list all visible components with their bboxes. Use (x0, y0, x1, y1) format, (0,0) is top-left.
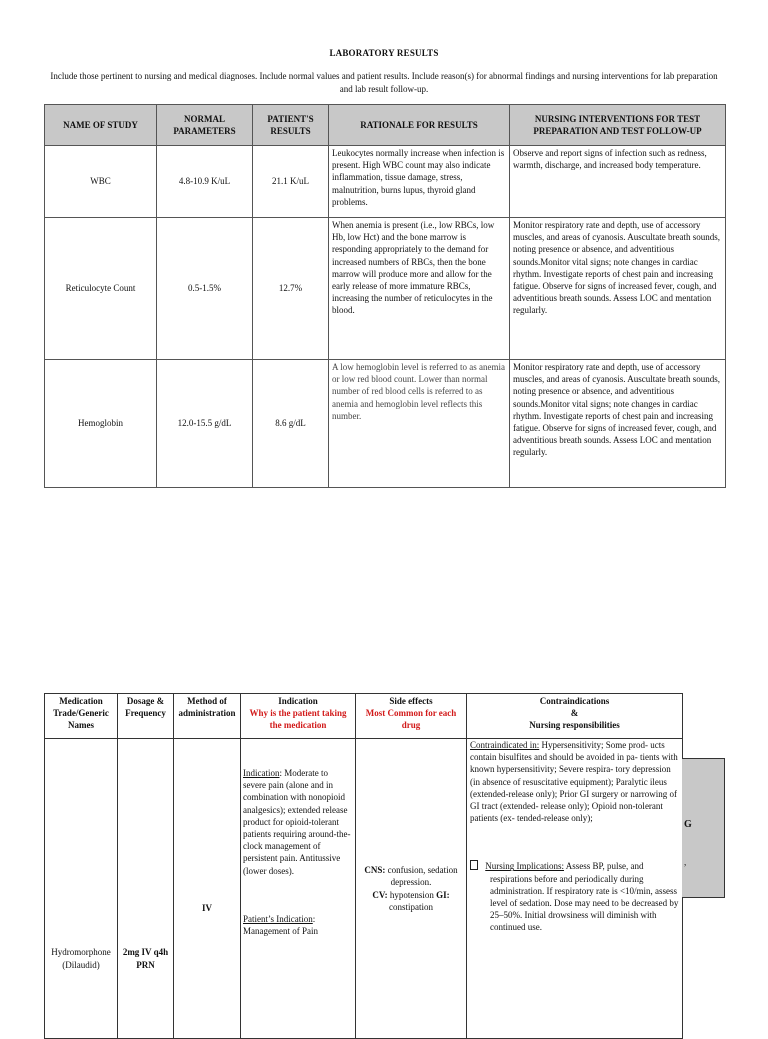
truncated-mark: , (684, 857, 687, 867)
header-medication: Medication Trade/Generic Names (45, 694, 118, 739)
contra-ampersand: & (570, 708, 579, 719)
cns-text: confusion, sedation depression. (385, 865, 458, 888)
table-row (45, 739, 683, 1039)
study-name: Reticulocyte Count (45, 218, 157, 360)
nursing-resp-title: Nursing responsibilities (529, 720, 620, 731)
header-rationale: RATIONALE FOR RESULTS (329, 105, 510, 146)
patient-indication-text: Management of Pain (243, 926, 318, 937)
table-row (45, 146, 726, 218)
contra-label: Contraindicated in: (470, 740, 540, 750)
rationale-text: A low hemoglobin level is referred to as anemia or low red blood count. Lower than normal number of red blood cells is referred to as anemia and hemoglobin level reflects this number. (329, 360, 510, 488)
interventions-text: Monitor respiratory rate and depth, use of accessory muscles, and areas of cyanosis. Auscultate breath sounds, noting presence or absence, and adventitious sounds.Monitor vital signs; note changes in cardiac rhythm. Investigate reports of chest pain and increasing fatigue. Observe for signs of increased fever, cough, and adventitious breath sounds. Assess LOC and mentation regularly. (510, 218, 726, 360)
study-name: Hemoglobin (45, 360, 157, 488)
side-effects-cell (356, 739, 467, 1039)
page-title: LABORATORY RESULTS (329, 48, 439, 58)
contra-title: Contraindications (539, 696, 610, 706)
gi-label: GI: (436, 889, 450, 900)
header-dosage: Dosage & Frequency (118, 694, 174, 739)
contra-text: Hypersensitivity; Some prod- ucts contain bisulfites and should be avoided in pa- tients with known hypersensitivity; Severe respira- tory depression (in absence of resuscitative equipment); Paralytic ileus (extended-release only); Prior GI surgery or narrowing of GI tract (extended- release only); Opioid non-tolerant patients (ex- tended-release only); (470, 740, 678, 824)
cns-label: CNS: (364, 865, 386, 876)
patient-result: 8.6 g/dL (253, 360, 329, 488)
medication-name: Hydromorphone (Dilaudid) (45, 739, 118, 1039)
rationale-text: When anemia is present (i.e., low RBCs, low Hb, low Hct) and the bone marrow is responding appropriately to the demand for increased numbers of RBCs, then the bone marrow will produce more and allow for the early release of more immature RBCs, increasing the number of reticulocytes in the blood. (329, 218, 510, 360)
truncated-side-table (682, 758, 725, 898)
study-name: WBC (45, 146, 157, 218)
medication-table (44, 693, 683, 1039)
indication-cell: Indication: Moderate to severe pain (alone and in combination with nonopioid analgesics); extended release product for opioid-tolerant patients requiring around-the-clock management of persistent pain. Antitussive (lower doses). Patient’s Indication: Management of Pain (241, 739, 356, 1039)
med-header-row (45, 694, 683, 739)
side-effects-subtitle: Most Common for each drug (365, 708, 457, 731)
cv-label: CV: (372, 889, 388, 900)
contra-nursing-cell (467, 739, 683, 1039)
interventions-text: Monitor respiratory rate and depth, use of accessory muscles, and areas of cyanosis. Auscultate breath sounds, noting presence or absence, and adventitious sounds.Monitor vital signs; note changes in cardiac rhythm. Investigate reports of chest pain and increasing fatigue. Observe for signs of increased fever, cough, and adventitious breath sounds. Assess LOC and mentation regularly. (510, 360, 726, 488)
patient-result: 12.7% (253, 218, 329, 360)
nursing-implications-text: Assess BP, pulse, and respirations before and periodically during administration. If respiratory rate is <10/min, assess level of sedation. Dose may need to be decreased by 25–50%. Initial drowsiness will diminish with continued use. (490, 861, 679, 933)
header-contraindications (467, 694, 683, 739)
table-row (45, 218, 726, 360)
dosage-frequency: 2mg IV q4h PRN (118, 739, 174, 1039)
checkbox-glyph-icon (470, 860, 478, 870)
header-side-effects (356, 694, 467, 739)
patient-indication-label: Patient’s Indication (243, 913, 313, 924)
indication-title: Indication (278, 696, 318, 706)
side-effects-title: Side effects (389, 696, 433, 706)
method-admin: IV (174, 739, 241, 1039)
lab-results-table (44, 104, 726, 488)
header-name-of-study: NAME OF STUDY (45, 105, 157, 146)
header-indication (241, 694, 356, 739)
header-normal-parameters: NORMAL PARAMETERS (157, 105, 253, 146)
header-method: Method of administration (174, 694, 241, 739)
header-patients-results: PATIENT'S RESULTS (253, 105, 329, 146)
table-row (45, 360, 726, 488)
cv-text: hypotension (387, 889, 437, 900)
instructions-text: Include those pertinent to nursing and medical diagnoses. Include normal values and patient results. Include reason(s) for abnormal findings and nursing interventions for lab preparation and lab result follow-up. (50, 71, 718, 94)
header-nursing-interventions: NURSING INTERVENTIONS FOR TEST PREPARATION AND TEST FOLLOW-UP (510, 105, 726, 146)
gi-text: constipation (389, 901, 433, 912)
interventions-text: Observe and report signs of infection such as redness, warmth, discharge, and increased body temperature. (510, 146, 726, 218)
normal-value: 12.0-15.5 g/dL (157, 360, 253, 488)
rationale-text: Leukocytes normally increase when infection is present. High WBC count may also indicate inflammation, tissue damage, stress, malnutrition, burns lupus, thyroid gland problems. (329, 146, 510, 218)
normal-value: 0.5-1.5% (157, 218, 253, 360)
normal-value: 4.8-10.9 K/uL (157, 146, 253, 218)
nursing-implications-label: Nursing Implications: (485, 861, 564, 872)
indication-text: : Moderate to severe pain (alone and in combination with nonopioid analgesics); extended release product for opioid-tolerant patients requiring around-the-clock management of persistent pain. Antitussive (lower doses). (243, 768, 351, 876)
lab-header-row (45, 105, 726, 146)
truncated-header-letter: G (684, 819, 692, 830)
patient-result: 21.1 K/uL (253, 146, 329, 218)
indication-label: Indication (243, 768, 280, 778)
indication-subtitle: Why is the patient taking the medication (249, 708, 347, 731)
